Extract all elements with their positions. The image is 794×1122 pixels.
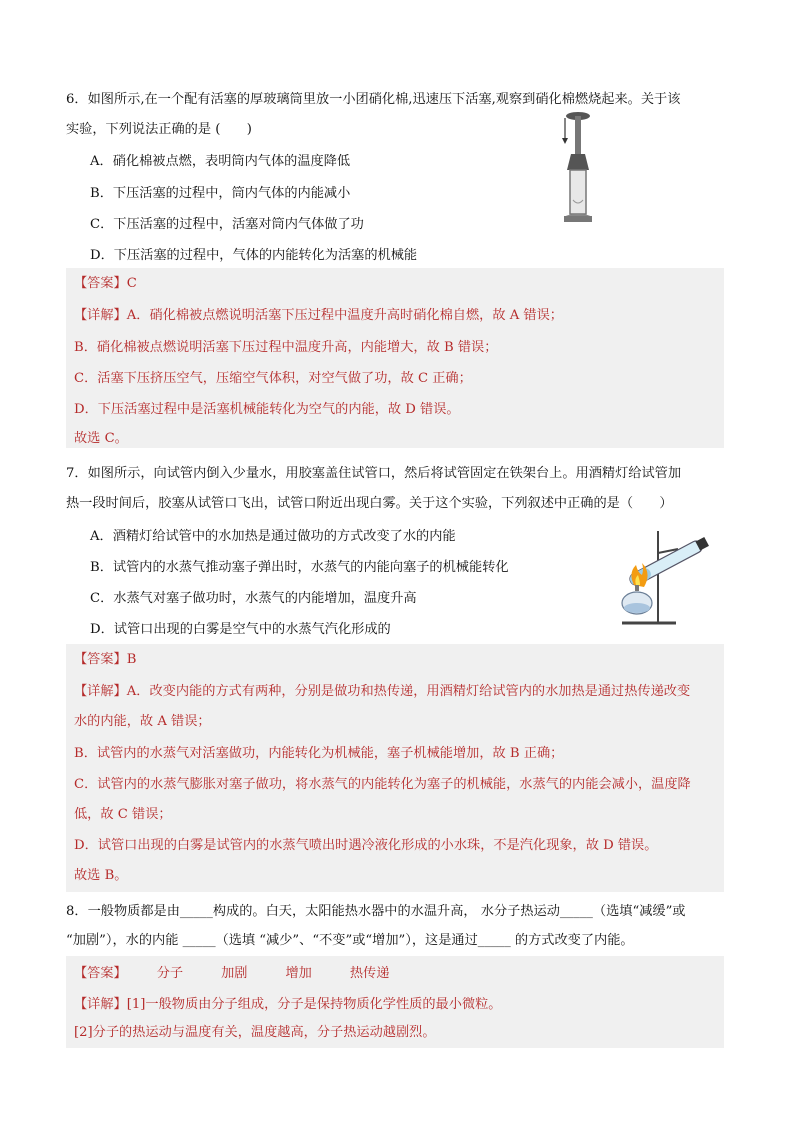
q7-answer-block [66, 644, 724, 892]
q8-answer-2: 加剧 [221, 966, 248, 981]
q6-option-b: B．下压活塞的过程中，筒内气体的内能减小 [90, 186, 351, 201]
q6-option-a: A．硝化棉被点燃，表明筒内气体的温度降低 [90, 154, 351, 169]
q7-detail-label: 【详解】 [74, 684, 127, 699]
q6-detail-line3: C．活塞下压挤压空气，压缩空气体积，对空气做了功，故 C 正确； [74, 371, 472, 386]
q7-detail-line5: 低，故 C 错误； [74, 807, 172, 822]
q6-stem-line1: 6．如图所示,在一个配有活塞的厚玻璃筒里放一小团硝化棉,迅速压下活塞,观察到硝化棉燃烧起来。关于该 [66, 92, 681, 107]
q7-answer [74, 650, 136, 670]
piston-cylinder-figure [553, 110, 603, 230]
q7-detail-line2: 水的内能，故 A 错误； [74, 714, 211, 729]
q7-option-c: C．水蒸气对塞子做功时，水蒸气的内能增加，温度升高 [90, 591, 417, 606]
q8-answer-label: 【答案】 [74, 966, 127, 981]
q7-option-d: D．试管口出现的白雾是空气中的水蒸气汽化形成的 [90, 622, 391, 637]
q7-detail-line7: 故选 B。 [74, 868, 128, 883]
test-tube-heating-figure [616, 523, 716, 628]
q8-detail-line2: [2]分子的热运动与温度有关，温度越高，分子热运动越剧烈。 [74, 1025, 436, 1040]
q8-stem-line1: 8．一般物质都是由_____构成的。白天，太阳能热水器中的水温升高， 水分子热运动_____（选填“减缓”或 [66, 904, 686, 919]
q6-option-d: D．下压活塞的过程中，气体的内能转化为活塞的机械能 [90, 248, 418, 263]
q6-detail-line1 [74, 306, 563, 326]
q6-answer [74, 274, 137, 294]
q7-answer-label: 【答案】 [74, 652, 127, 667]
q6-detail-line5: 故选 C。 [74, 431, 128, 446]
q7-detail-line1 [74, 682, 690, 702]
q6-detail-label: 【详解】 [74, 308, 127, 323]
q6-answer-value: C [126, 276, 137, 291]
q8-stem-line2: “加剧”），水的内能 _____（选填 “减少”、“不变”或“增加”），这是通过_____ 的方式改变了内能。 [66, 933, 634, 948]
q8-detail-label: 【详解】 [74, 997, 127, 1012]
q8-answer-3: 增加 [285, 966, 312, 981]
q8-answer-4: 热传递 [349, 966, 390, 981]
q8-answer-1: 分子 [156, 966, 184, 981]
q8-detail-line1 [74, 995, 502, 1015]
q7-detail-line4: C．试管内的水蒸气膨胀对塞子做功，将水蒸气的内能转化为塞子的机械能，水蒸气的内能会减小，温度降 [74, 777, 691, 792]
q7-answer-value: B [126, 652, 137, 667]
q6-answer-label: 【答案】 [74, 276, 127, 291]
q6-option-c: C．下压活塞的过程中，活塞对筒内气体做了功 [90, 217, 364, 232]
q8-answer [74, 964, 427, 984]
q6-detail-line4: D．下压活塞过程中是活塞机械能转化为空气的内能，故 D 错误。 [74, 402, 460, 417]
q7-option-a: A．酒精灯给试管中的水加热是通过做功的方式改变了水的内能 [90, 529, 456, 544]
q7-stem-line1: 7．如图所示，向试管内倒入少量水，用胶塞盖住试管口，然后将试管固定在铁架台上。用酒精灯给试管加 [66, 466, 682, 481]
q6-detail-line2: B．硝化棉被点燃说明活塞下压过程中温度升高，内能增大，故 B 错误； [74, 340, 498, 355]
q6-stem-line2: 实验，下列说法正确的是 ( ) [66, 122, 252, 137]
q7-detail-line6: D．试管口出现的白雾是试管内的水蒸气喷出时遇冷液化形成的小水珠，不是汽化现象，故 D 错误。 [74, 838, 658, 853]
q6-answer-block [66, 268, 724, 448]
q6-detail-text1: A．硝化棉被点燃说明活塞下压过程中温度升高时硝化棉自燃，故 A 错误； [126, 308, 563, 323]
q7-detail-line3: B．试管内的水蒸气对活塞做功，内能转化为机械能，塞子机械能增加，故 B 正确； [74, 746, 564, 761]
q7-option-b: B．试管内的水蒸气推动塞子弹出时，水蒸气的内能向塞子的机械能转化 [90, 560, 509, 575]
q7-detail-text1: A．改变内能的方式有两种，分别是做功和热传递，用酒精灯给试管内的水加热是通过热传递改变 [126, 684, 691, 699]
q7-stem-line2: 热一段时间后，胶塞从试管口飞出，试管口附近出现白雾。关于这个实验，下列叙述中正确的是（ ） [66, 496, 673, 511]
q8-detail-text1: [1]一般物质由分子组成，分子是保持物质化学性质的最小微粒。 [126, 997, 502, 1012]
q8-answer-block [66, 956, 724, 1048]
